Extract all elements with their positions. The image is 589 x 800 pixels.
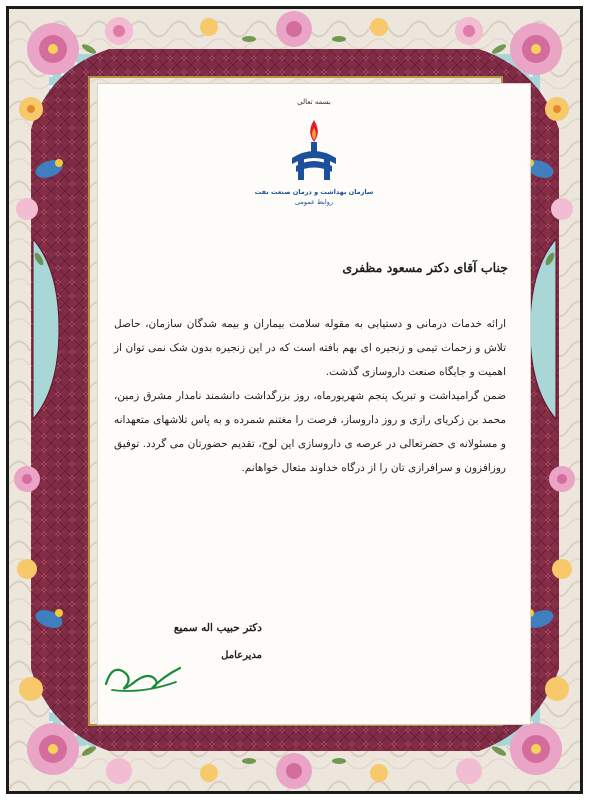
body-paragraph: ارائه خدمات درمانی و دستیابی به مقوله سلامت بیماران و بیمه شدگان سازمان، حاصل تلاش و زحمات تیمی و زنجیره ای بهم بافته است که در این زنجیره بدون شک نمی توان از اهمیت و جایگاه صنعت داروسازی گذشت. [114,318,506,378]
organization-name: سازمان بهداشت و درمان صنعت نفت [254,188,374,196]
letter-body [114,312,506,480]
body-paragraph: ضمن گرامیداشت و تبریک پنجم شهریورماه، روز بزرگداشت دانشمند نامدار مشرق زمین، محمد بن زکریای رازی و روز داروساز، فرصت را مغتنم شمرده و به پاس تلاشهای متعهدانه و مسئولانه ی حضرتعالی در عرصه ی داروسازی این لوح، تقدیم حضورتان می گردد. توفیق روزافزون و سرافرازی تان را از درگاه خداوند متعال خواهانم. [114,390,506,474]
department-name: روابط عمومی [294,198,334,206]
signature-icon [102,654,184,696]
certificate-frame [6,6,583,794]
signatory-position: مدیرعامل [221,650,262,661]
recipient-name: جناب آقای دکتر مسعود مظفری [342,260,508,275]
letter-paper [98,84,530,724]
oil-industry-logo-icon [284,114,344,192]
basmala-text: بسمه تعالی [297,98,331,106]
signatory-name: دکتر حبیب اله سمیع [173,622,262,634]
